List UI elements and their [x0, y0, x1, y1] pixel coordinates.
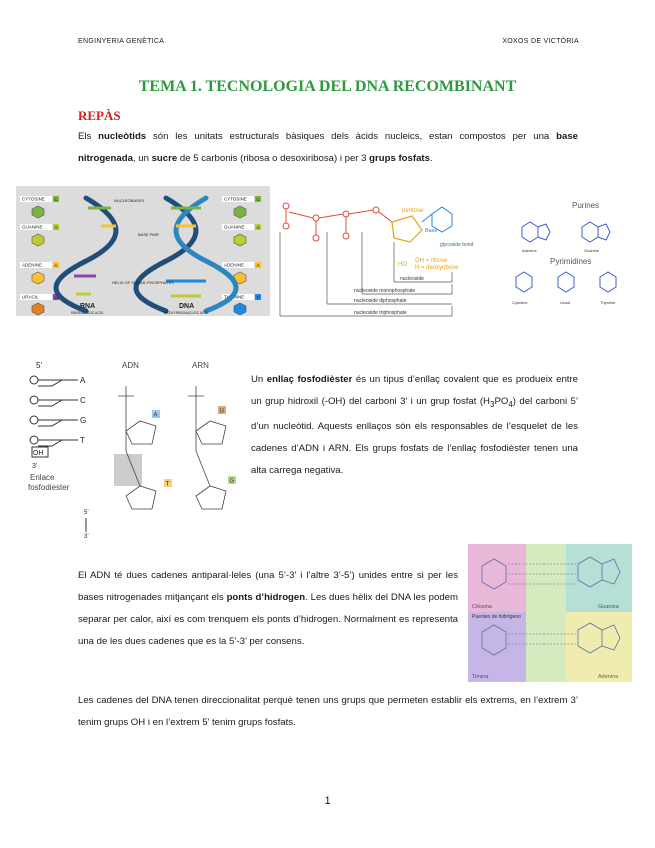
arn-base-u: U — [219, 408, 224, 415]
hydrogen-bonds-figure — [468, 544, 632, 682]
phosphodiester-figure — [22, 356, 248, 556]
adn-base-a: A — [153, 412, 158, 419]
base-letter-a: A — [80, 376, 86, 385]
five-prime-label: 5’ — [36, 361, 43, 370]
rna-dna-helix-figure — [16, 186, 270, 316]
dna-label-2: ADENINE — [224, 262, 245, 268]
dna-label-1: GUANINE — [224, 224, 245, 230]
dna-code-3: T — [256, 294, 260, 300]
paragraph-fosfodiester: Un enllaç fosfodièster és un tipus d’enllaç covalent que es produeix entre un grup hidroxil (-OH) del carboni 3’ i un grup fosfat $(H_3PO_4)$ del carboni 5’ d’un nucleòtid. Aquests enllaços són els responsables de l’esquelet de les cadenes d’ADN i ARN. Els grups fosfats de l’enllaç fosfodièster tenen una alta carrega negativa. — [251, 374, 578, 476]
pentose-label: pentose — [402, 208, 424, 214]
ho-label: HO — [398, 262, 407, 268]
purines-title: Purines — [572, 201, 600, 210]
rna-label-0: CYTOSINE — [22, 196, 45, 202]
base-letter-c: C — [80, 396, 86, 405]
dna-code-0: C — [256, 196, 260, 202]
rna-label-3: URACIL — [22, 294, 39, 300]
adn-base-t: T — [165, 481, 170, 488]
three-prime-label: 3’ — [32, 463, 38, 470]
guanine-label: Guanine — [584, 248, 600, 253]
arn-base-g: G — [229, 478, 235, 485]
dna-title: DNA — [179, 303, 195, 310]
cytosine-label: Cytosine — [512, 300, 528, 305]
rna-subtitle: RIBONUCLEIC ACID — [71, 311, 104, 315]
adenine-label: Adenine — [522, 248, 537, 253]
purines-pyrimidines-figure — [502, 192, 637, 327]
fosfodiester-label: fosfodiester — [28, 483, 70, 492]
dna-code-2: A — [256, 262, 260, 268]
timina-label: Timina — [472, 674, 489, 680]
header-right: XOXOS DE VICTÒRIA — [502, 38, 579, 45]
dna-code-1: G — [256, 224, 261, 230]
puentes-label: Puentes de hidrógeno — [472, 614, 521, 620]
rna-label-2: ADENINE — [22, 262, 43, 268]
base-letter-g: G — [80, 416, 87, 425]
glycoside-label: glycoside bond — [440, 242, 474, 248]
oh-label: OH — [33, 450, 44, 457]
paragraph-nucleotids: Els nucleòtids són les unitats estructurals bàsiques dels àcids nucleics, estan compostos per una base nitrogenada, un sucre de 5 carbonis (ribosa o desoxiribosa) i per 3 grups fosfats. — [78, 131, 578, 164]
adenina-label: Adenina — [598, 674, 619, 680]
arn-title: ARN — [192, 361, 209, 370]
rna-code-0: C — [54, 196, 58, 202]
rna-code-1: G — [54, 224, 59, 230]
triphosphate-label: nucleoside triphosphate — [354, 310, 407, 316]
rna-code-3: U — [54, 294, 58, 300]
helix-label: HELIX OF SUGAR-PHOSPHATES — [112, 280, 174, 285]
uracil-label: Uracil — [560, 300, 571, 305]
paragraph-ponts-hidrogen: El ADN té dues cadenes antiparal·leles (una 5’-3’ i l’altre 3’-5’) unides entre si per les bases nitrogenades mitjançant els ponts d’hidrogen. Les dues hèlix del DNA les podem separar per calor, així es com trenquem els ponts d’hidrogen. Normalment es representa una de les dues cadenes que es la 5’-3’ per consens. — [78, 570, 459, 647]
dna-subtitle: DEOXYRIBONUCLEIC ACID — [164, 311, 208, 315]
dna-label-3: THYMINE — [224, 294, 245, 300]
diphosphate-label: nucleoside diphosphate — [354, 298, 407, 304]
section-heading: REPÀS — [78, 108, 121, 123]
chain-five-prime: 5’ — [84, 510, 89, 516]
monophosphate-label: nucleoside monophosphate — [354, 288, 416, 294]
base-label: Base — [425, 228, 438, 234]
rna-title: RNA — [80, 303, 96, 310]
h-deoxyribose-label: H = deoxyribose — [415, 265, 459, 271]
enlace-label: Enlace — [30, 473, 55, 482]
nucleobases-label: NUCLEOBASES — [114, 198, 145, 203]
guanina-label: Guanina — [598, 604, 619, 610]
citosina-label: Citosina — [472, 604, 492, 610]
nucleoside-label: nucleoside — [400, 276, 424, 282]
dna-label-0: CYTOSINE — [224, 196, 247, 202]
header-left: ENGINYERIA GENÈTICA — [78, 38, 165, 45]
adn-title: ADN — [122, 361, 139, 370]
base-letter-t: T — [80, 436, 85, 445]
page-title: TEMA 1. TECNOLOGIA DEL DNA RECOMBINANT — [138, 78, 517, 95]
page-number: 1 — [324, 795, 331, 807]
rna-code-2: A — [54, 262, 58, 268]
nucleotide-structure-figure — [272, 192, 502, 327]
base-pair-label: BASE PAIR — [138, 232, 159, 237]
paragraph-direccionalitat: Les cadenes del DNA tenen direccionalitat perquè tenen uns grups que permeten establir els extrems, en l’extrem 3’ tenim grups OH i en l’extrem 5’ tenim grups fosfats. — [78, 695, 578, 728]
chain-three-prime: 3’ — [84, 534, 89, 540]
rna-label-1: GUANINE — [22, 224, 43, 230]
oh-ribose-label: OH = ribose — [415, 258, 448, 264]
pyrimidines-title: Pyrimidines — [550, 257, 592, 266]
thymine-label: Thymine — [600, 300, 616, 305]
